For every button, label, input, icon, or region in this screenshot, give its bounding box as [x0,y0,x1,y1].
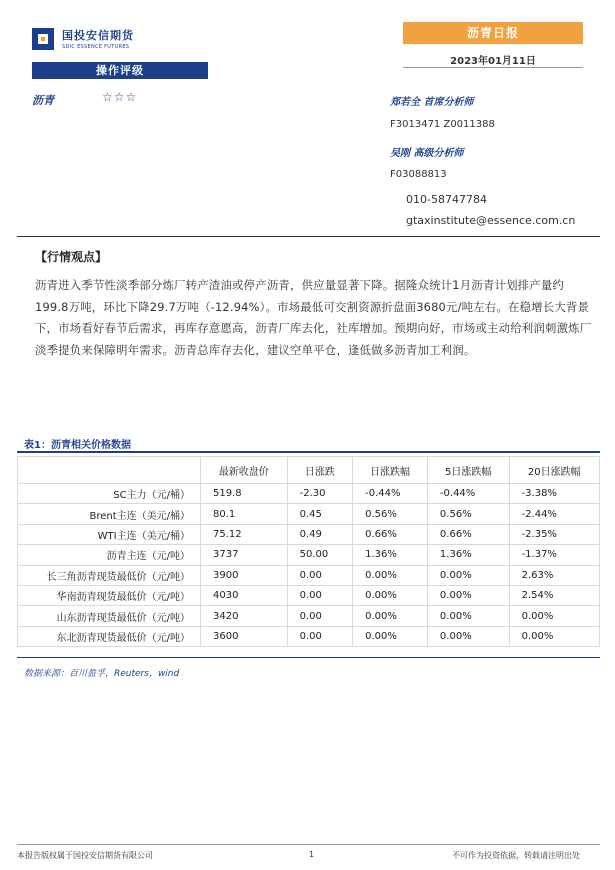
market-view-paragraph: 沥青进入季节性淡季部分炼厂转产渣油或停产沥青，供应量显著下降。据隆众统计1月沥青计划排产量约199.8万吨，环比下降29.7万吨（-12.94%）。市场最低可交割资源折盘面3680元/吨左右。在稳增长大背景下，市场看好春节后需求，再库存意愿高，沥青厂库去化，社库增加。预期向好，市场或主动给利润刺激炼厂淡季提负来保障明年需求。沥青总库存去化，建议空单平仓，逢低做多沥青加工利润。 [35,278,592,357]
divider [403,67,583,68]
row-label: WTI主连（美元/桶） [18,524,201,544]
table-cell: 0.00 [287,585,353,605]
table-header-row [18,457,600,484]
table-row [18,626,600,646]
company-name-en: SDIC ESSENCE FUTURES [62,44,130,50]
logo-mark-icon [32,28,56,50]
price-table [17,456,600,647]
section-heading: 【行情观点】 [35,250,108,264]
table-cell: 0.66% [353,524,428,544]
header-cell: 5日涨跌幅 [427,457,509,484]
table-cell: 75.12 [201,524,288,544]
table-row [18,606,600,626]
table-cell: 0.66% [427,524,509,544]
table-cell: -0.44% [427,484,509,504]
header-cell: 最新收盘价 [201,457,288,484]
table-cell: 0.00 [287,565,353,585]
row-label: 山东沥青现货最低价（元/吨） [18,606,201,626]
data-source: 数据来源：百川盈孚，Reuters，wind [24,669,180,679]
table-cell: 0.00% [427,585,509,605]
table-cell: -1.37% [509,545,599,565]
rating-stars-icon: ☆☆☆ [102,90,138,104]
footer-divider [17,844,600,845]
analyst-name: 吴刚 高级分析师 [390,148,464,159]
table-cell: 2.54% [509,585,599,605]
table-cell: 3900 [201,565,288,585]
table-row [18,565,600,585]
row-label: 长三角沥青现货最低价（元/吨） [18,565,201,585]
table-cell: -2.30 [287,484,353,504]
page-number: 1 [309,850,315,859]
table-row [18,484,600,504]
table-cell: 0.00% [509,606,599,626]
table-cell: 0.49 [287,524,353,544]
header-cell: 20日涨跌幅 [509,457,599,484]
table-cell: 1.36% [427,545,509,565]
table-cell: -2.44% [509,504,599,524]
table-cell: -3.38% [509,484,599,504]
table-cell: -0.44% [353,484,428,504]
table-cell: 519.8 [201,484,288,504]
contact-phone: 010-58747784 [406,193,487,206]
rating-title: 操作评级 [32,62,208,79]
table-cell: 80.1 [201,504,288,524]
header-cell: 日涨跌幅 [353,457,428,484]
row-label: Brent主连（美元/桶） [18,504,201,524]
table-cell: 0.56% [427,504,509,524]
table-cell: 4030 [201,585,288,605]
product-name: 沥青 [32,94,54,107]
table-caption: 表1：沥青相关价格数据 [24,440,131,451]
table-row [18,524,600,544]
header-cell: 日涨跌 [287,457,353,484]
table-cell: 3420 [201,606,288,626]
company-logo [32,27,134,50]
table-cell: -2.35% [509,524,599,544]
contact-email[interactable]: gtaxinstitute@essence.com.cn [406,214,576,227]
table-cell: 0.00% [427,606,509,626]
table-cell: 0.00 [287,626,353,646]
table-cell: 0.00% [427,565,509,585]
divider [17,236,600,237]
table-top-rule [17,451,600,453]
row-label: 东北沥青现货最低价（元/吨） [18,626,201,646]
table-cell: 0.00 [287,606,353,626]
header-cell [18,457,201,484]
report-type-badge: 沥青日报 [403,22,583,44]
table-bottom-rule [17,657,600,658]
table-cell: 3737 [201,545,288,565]
report-date: 2023年01月11日 [450,56,536,67]
row-label: SC主力（元/桶） [18,484,201,504]
table-cell: 0.00% [427,626,509,646]
row-label: 沥青主连（元/吨） [18,545,201,565]
table-row [18,585,600,605]
table-cell: 0.00% [353,606,428,626]
footer-copyright: 本报告版权属于国投安信期货有限公司 [17,851,153,860]
table-cell: 0.00% [353,585,428,605]
analyst-code: F03088813 [390,169,447,180]
analyst-name: 郑若全 首席分析师 [390,97,474,108]
table-row [18,545,600,565]
table-cell: 0.45 [287,504,353,524]
footer-disclaimer: 不可作为投资依据，转载请注明出处 [452,851,580,860]
table-cell: 3600 [201,626,288,646]
table-cell: 2.63% [509,565,599,585]
row-label: 华南沥青现货最低价（元/吨） [18,585,201,605]
table-cell: 1.36% [353,545,428,565]
company-name-cn: 国投安信期货 [62,29,134,42]
table-row [18,504,600,524]
table-cell: 0.00% [353,565,428,585]
table-cell: 0.00% [509,626,599,646]
table-cell: 0.00% [353,626,428,646]
analyst-code: F3013471 Z0011388 [390,119,495,130]
table-cell: 50.00 [287,545,353,565]
table-cell: 0.56% [353,504,428,524]
